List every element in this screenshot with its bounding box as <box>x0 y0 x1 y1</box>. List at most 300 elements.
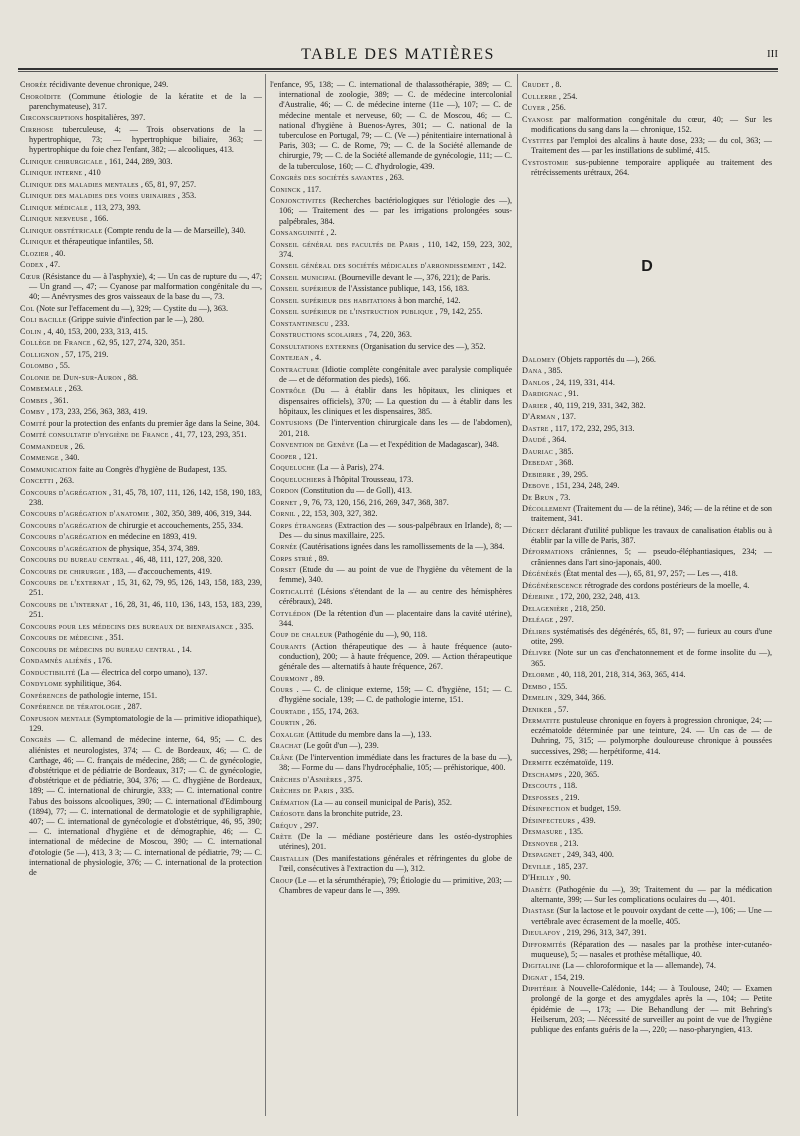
entry-headword: Dermite <box>522 758 553 768</box>
entry-references: , 8. <box>551 80 562 89</box>
index-entry <box>20 249 262 259</box>
entry-headword: Desnoyer <box>522 838 558 848</box>
entry-references: et thérapeutique infantiles, 58. <box>54 237 154 247</box>
index-entry <box>522 136 772 156</box>
index-entry <box>270 753 512 773</box>
entry-references: (Grippe suivie d'infection par le —), 280. <box>68 315 205 325</box>
index-entry <box>20 555 262 565</box>
entry-headword: Clinique médicale <box>20 202 88 212</box>
entry-headword: Dastre <box>522 423 549 433</box>
entry-references: pustuleuse chronique en foyers à progression chronique, 24; — eczématoïde déterminée par une teinture, 24. — Un cas de — de Duhring, 75, 315; — polymorphe douloureuse chronique à poussées successives, 298; — herpétiforme, 414. <box>531 716 772 756</box>
index-entry <box>20 679 262 689</box>
entry-references: à Nouvelle-Calédonie, 144; — à Toulouse, 240; — Examen prolongé de la gorge et des amygdales après la —, 104; — Petite épidémie de —, 173; — Die Behandlung der — mit Behring's Heilserum, 203; — Nécessité de surveiller au point de vue de l'hygiène publique des enfants guéris de la —, 220; — naso-pharyngien, 413. <box>531 984 772 1035</box>
index-entry <box>522 547 772 567</box>
index-entry <box>20 338 262 348</box>
entry-references: pour la protection des enfants du premier âge dans la Seine, 304. <box>48 418 260 428</box>
entry-headword: Coninck <box>270 184 301 194</box>
column-divider <box>517 74 518 1116</box>
entry-headword: Clinique obstétricale <box>20 225 103 235</box>
index-entry <box>20 735 262 878</box>
entry-references: , 249, 343, 400. <box>562 850 614 860</box>
index-entry <box>522 627 772 647</box>
entry-references: , 2. <box>326 228 337 238</box>
entry-headword: Delorme <box>522 670 555 680</box>
entry-references: et budget, 159. <box>572 804 621 814</box>
index-entry <box>20 656 262 666</box>
entry-headword: Commandeur <box>20 441 69 451</box>
index-entry <box>20 260 262 270</box>
entry-references: , 135. <box>564 827 584 837</box>
entry-headword: Deléage <box>522 615 554 625</box>
entry-headword: Cordon <box>270 486 299 496</box>
index-entry <box>522 670 772 680</box>
index-entry <box>270 440 512 450</box>
entry-headword: Clinique nerveuse <box>20 214 88 224</box>
entry-headword: Codex <box>20 260 44 270</box>
index-entry <box>20 702 262 712</box>
entry-references: , 4, 40, 153, 200, 233, 313, 415. <box>43 326 148 336</box>
entry-headword: Cystites <box>522 136 554 146</box>
entry-headword: Cornée <box>270 542 298 552</box>
index-entry <box>270 707 512 717</box>
entry-headword: Clinique des maladies des voies urinaires <box>20 191 176 201</box>
index-entry <box>270 509 512 519</box>
index-entry <box>522 435 772 445</box>
entry-headword: Crachat <box>270 741 302 751</box>
entry-headword: Cœur <box>20 271 41 281</box>
entry-headword: Concours d'agrégation <box>20 543 107 553</box>
index-entry <box>20 645 262 655</box>
entry-headword: Despagnet <box>522 850 561 860</box>
index-entry <box>522 470 772 480</box>
section-letter: D <box>641 258 653 276</box>
index-column-3 <box>522 80 772 1116</box>
index-entry <box>522 526 772 546</box>
entry-headword: Conseil supérieur des habitations <box>270 295 397 305</box>
entry-headword: Confusion mentale <box>20 713 92 723</box>
entry-headword: Demelin <box>522 693 553 703</box>
entry-headword: Colombo <box>20 361 54 371</box>
entry-headword: Dieulafoy <box>522 928 561 938</box>
entry-headword: Décret <box>522 525 549 535</box>
entry-headword: Coqueluche <box>270 463 316 473</box>
entry-references: , 361. <box>49 395 69 405</box>
index-entry <box>20 237 262 247</box>
entry-references: , 22, 153, 303, 327, 382. <box>297 509 378 519</box>
index-entry <box>20 465 262 475</box>
entry-references: (Symptomatologie de la — primitive idiopathique), 129. <box>29 713 262 733</box>
entry-references: , 254. <box>558 91 578 101</box>
entry-references: (Idiotie complète congénitale avec paralysie compliquée de — et de déformation des pieds), 166. <box>279 364 512 384</box>
index-entry <box>270 240 512 260</box>
index-entry <box>270 542 512 552</box>
entry-references: (Pathogénie du —), 39; Traitement du — par la médication alternante, 399; — Sur les complications oculaires du —, 401. <box>531 884 772 904</box>
index-entry <box>270 554 512 564</box>
entry-headword: Clozier <box>20 248 49 258</box>
index-entry <box>270 173 512 183</box>
entry-headword: Congrès <box>20 735 52 745</box>
index-entry <box>522 458 772 468</box>
index-entry <box>522 940 772 960</box>
index-entry <box>20 476 262 486</box>
entry-headword: Communication <box>20 464 78 474</box>
entry-references: , 176. <box>93 656 113 666</box>
entry-references: , 340. <box>60 453 80 463</box>
index-entry <box>270 609 512 629</box>
index-entry <box>270 319 512 329</box>
entry-headword: Deville <box>522 861 552 871</box>
entry-references: , 335. <box>235 621 254 631</box>
entry-references: , 121. <box>298 451 318 461</box>
entry-references: , 90. <box>556 873 571 883</box>
entry-headword: Courmont <box>270 673 309 683</box>
entry-references: (Résistance du — à l'asphyxie), 4; — Un cas de rupture du —, 47; — Un grand —, 47; — Cyanose par malformation congénitale du —, 40; — Anévrysmes des gros vaisseaux de la base du —, 73. <box>29 271 262 302</box>
entry-references: , 335. <box>335 786 355 796</box>
entry-headword: Décollement <box>522 504 572 514</box>
index-entry <box>270 475 512 485</box>
entry-headword: Daudé <box>522 435 547 445</box>
entry-headword: Condylome <box>20 679 63 689</box>
index-entry <box>20 350 262 360</box>
entry-headword: Dardignac <box>522 389 563 399</box>
entry-references: , 256. <box>547 103 566 112</box>
index-entry <box>20 203 262 213</box>
entry-headword: Conjonctivites <box>270 196 326 206</box>
entry-headword: Comité consultatif d'hygiène de France <box>20 430 169 440</box>
entry-references: (Pathogénie du —), 90, 118. <box>334 630 428 640</box>
index-entry <box>20 191 262 201</box>
entry-references: (Etude du — au point de vue de l'hygiène du vêtement de la femme), 340. <box>279 565 512 585</box>
entry-headword: Conductibilité <box>20 667 76 677</box>
index-entry <box>522 682 772 692</box>
entry-references: , 410 <box>84 168 101 178</box>
entry-references: (Des manifestations générales et réfringentes du globe de l'œil, consécutives à l'extraction du —), 312. <box>279 853 512 874</box>
entry-references: (Du — à établir dans les hôpitaux, les cliniques et dispensaires officiels), 370; — La question du — à établir dans les hôpitaux, les cliniques et les dispensaires, 385. <box>279 386 512 416</box>
index-entry <box>522 581 772 591</box>
entry-headword: Coli bacille <box>20 315 67 325</box>
entry-headword: Concours d'agrégation d'anatomie <box>20 509 150 519</box>
entry-references: syphilitique, 364. <box>64 679 122 689</box>
entry-references: , 40, 119, 219, 331, 342, 382. <box>549 400 646 410</box>
index-entry <box>522 693 772 703</box>
entry-headword: Consultations externes <box>270 341 359 351</box>
entry-headword: Conseil supérieur <box>270 284 337 294</box>
entry-headword: Convention de Genève <box>270 440 355 450</box>
entry-headword: Corticalité <box>270 586 314 596</box>
entry-references: , 213. <box>560 838 579 848</box>
index-entry <box>20 488 262 508</box>
entry-headword: Desmasure <box>522 827 563 837</box>
entry-headword: Cirrhose <box>20 124 54 134</box>
index-entry <box>20 691 262 701</box>
entry-headword: Dégénérés <box>522 569 562 579</box>
index-entry <box>20 92 262 112</box>
entry-references: , 65, 81, 97, 257. <box>140 179 197 189</box>
index-entry <box>270 741 512 751</box>
index-entry <box>270 185 512 195</box>
entry-headword: Créosote <box>270 809 305 819</box>
entry-references: dans la bronchite putride, 23. <box>306 809 403 819</box>
index-entry <box>270 821 512 831</box>
entry-references: (De la rétention d'un — placentaire dans la cavité utérine), 344. <box>279 608 512 628</box>
index-entry <box>20 453 262 463</box>
index-entry <box>20 180 262 190</box>
page-title: TABLE DES MATIÈRES <box>301 46 495 63</box>
entry-headword: Diastase <box>522 906 555 916</box>
entry-headword: Concours de chirurgie <box>20 566 106 576</box>
entry-headword: Désinfecteurs <box>522 815 576 825</box>
index-entry <box>20 396 262 406</box>
entry-headword: Croup <box>270 875 293 885</box>
index-entry <box>270 463 512 473</box>
index-entry <box>522 389 772 399</box>
index-entry <box>270 80 512 172</box>
index-column-1 <box>20 80 262 1116</box>
entry-references: , 57, 175, 219. <box>61 349 109 359</box>
entry-references: , 74, 220, 363. <box>364 330 412 340</box>
entry-references: , 185, 237. <box>553 861 588 871</box>
index-entry <box>270 330 512 340</box>
entry-references: , 220, 365. <box>564 769 600 779</box>
index-entry <box>20 373 262 383</box>
index-entry <box>522 928 772 938</box>
entry-headword: Crémation <box>270 797 310 807</box>
entry-references: (La — au conseil municipal de Paris), 352. <box>311 797 452 807</box>
entry-headword: Cyanose <box>522 114 554 124</box>
index-entry <box>522 447 772 457</box>
index-entry <box>20 226 262 236</box>
entry-headword: D'Heilly <box>522 873 555 883</box>
entry-references: (Sur la lactose et le pouvoir oxydant de cette —), 106; — Une — vertébrale avec écrasement de la moelle, 405. <box>531 906 772 926</box>
index-entry <box>522 804 772 814</box>
entry-headword: Concours de médecins du bureau central <box>20 644 176 654</box>
entry-headword: Diphtérie <box>522 984 558 994</box>
index-entry <box>522 781 772 791</box>
entry-references: , 79, 142, 255. <box>435 307 483 317</box>
index-entry <box>522 862 772 872</box>
index-entry <box>20 633 262 643</box>
entry-headword: Dignat <box>522 972 548 982</box>
index-entry <box>522 401 772 411</box>
entry-references: , 439. <box>577 815 596 825</box>
entry-headword: Délires <box>522 626 551 636</box>
entry-headword: Conférence de tératologie <box>20 702 122 712</box>
entry-references: , 154, 219. <box>549 972 585 982</box>
index-entry <box>20 668 262 678</box>
entry-headword: Consanguinité <box>270 228 325 238</box>
entry-references: , 233. <box>330 318 350 328</box>
entry-headword: Cornil <box>270 509 296 519</box>
index-entry <box>270 854 512 874</box>
entry-references: , 368. <box>555 458 574 468</box>
entry-references: , 351. <box>105 633 124 643</box>
entry-headword: Crète <box>270 832 292 842</box>
index-entry <box>20 384 262 394</box>
entry-headword: Cornet <box>270 497 298 507</box>
entry-references: (État mental des —), 65, 81, 97, 257; — Les —, 418. <box>563 569 738 579</box>
entry-references: . — C. de clinique externe, 159; — C. d'hygiène, 151; — C. d'hygiène sociale, 139; — C. de pathologie interne, 151. <box>279 685 512 705</box>
entry-references: (Le goût d'un —), 239. <box>303 741 379 751</box>
entry-references: , 155. <box>548 681 568 691</box>
index-entry <box>20 430 262 440</box>
entry-headword: Contusions <box>270 418 313 428</box>
index-entry <box>522 115 772 135</box>
entry-references: (Traitement du — de la rétine), 346; — de la rétine et de son traitement, 341. <box>531 504 772 524</box>
index-entry <box>270 786 512 796</box>
entry-headword: Coxalgie <box>270 729 305 739</box>
index-entry <box>522 961 772 971</box>
entry-references: , 364. <box>548 435 567 445</box>
entry-headword: Collège de France <box>20 338 91 348</box>
index-entry <box>270 521 512 541</box>
index-entry <box>522 705 772 715</box>
entry-headword: Concours pour les médecins des bureaux de bienfaisance <box>20 621 234 631</box>
index-entry <box>20 622 262 632</box>
index-entry <box>270 775 512 785</box>
entry-headword: Clinique interne <box>20 168 83 178</box>
entry-references: , 263. <box>64 384 83 394</box>
entry-headword: Conférences <box>20 690 68 700</box>
index-entry <box>522 770 772 780</box>
entry-references: , 4. <box>310 353 322 363</box>
index-entry <box>270 498 512 508</box>
entry-headword: Délivre <box>522 648 552 658</box>
entry-references: (Cautérisations ignées dans les ramollissements de la —), 384. <box>299 542 505 552</box>
index-entry <box>270 798 512 808</box>
index-entry <box>270 365 512 385</box>
index-entry <box>522 648 772 668</box>
entry-references: systématisés des dégénérés, 65, 81, 97; — furieux au cours d'une otite, 299. <box>531 626 772 646</box>
entry-headword: Courants <box>270 641 307 651</box>
index-entry <box>270 674 512 684</box>
entry-references: (Réparation des — nasales par la prothèse inter-cutanéo-muqueuse), 5; — nasales et prothèse métallique, 40. <box>531 939 772 959</box>
entry-references: (Note sur un cas d'enchatonnement et de forme insolite du —), 365. <box>531 648 772 668</box>
entry-headword: Colonie de Dun-sur-Auron <box>20 372 122 382</box>
entry-references: (Commune étiologie de la kératite et de la — parenchymateuse), 317. <box>29 91 262 111</box>
entry-references: , 263. <box>385 173 404 183</box>
entry-headword: Corset <box>270 565 297 575</box>
entry-headword: Cooper <box>270 451 297 461</box>
entry-references: (Constitution du — de Goll), 413. <box>300 486 412 496</box>
index-entry <box>522 366 772 376</box>
entry-references: , 91. <box>564 389 579 399</box>
index-entry <box>270 630 512 640</box>
entry-references: , 166. <box>89 214 109 224</box>
entry-headword: Deschamps <box>522 769 563 779</box>
entry-headword: Dembo <box>522 681 547 691</box>
entry-references: (Objets rapportés du —), 266. <box>557 354 656 364</box>
entry-references: , 375. <box>344 774 363 784</box>
entry-references: , 14. <box>177 644 192 654</box>
index-entry <box>522 378 772 388</box>
entry-headword: Cuyer <box>522 103 546 112</box>
index-entry <box>270 587 512 607</box>
entry-references: (La — chloroformique et la — allemande), 74. <box>562 961 716 971</box>
index-entry <box>270 730 512 740</box>
entry-references: (La — et l'expédition de Madagascar), 348. <box>356 440 499 450</box>
entry-headword: Constantinescu <box>270 318 329 328</box>
entry-headword: Chorée <box>20 80 48 89</box>
index-entry <box>20 532 262 542</box>
entry-headword: Conseil général des facultés de Paris <box>270 239 420 249</box>
entry-headword: Désinfection <box>522 804 571 814</box>
entry-references: , 142. <box>487 261 507 271</box>
entry-headword: Conseil municipal <box>270 272 337 282</box>
entry-references: , 31, 45, 78, 107, 111, 126, 142, 158, 190, 183, 238. <box>29 487 262 507</box>
entry-headword: Difformités <box>522 939 567 949</box>
page-number: III <box>767 48 778 60</box>
index-column-2 <box>270 80 512 1116</box>
index-entry <box>270 353 512 363</box>
index-entry <box>522 424 772 434</box>
entry-headword: Cullerre <box>522 91 557 101</box>
index-entry <box>522 906 772 926</box>
entry-references: , 110, 142, 159, 223, 302, 374. <box>279 239 512 259</box>
index-entry <box>20 714 262 734</box>
index-entry <box>270 228 512 238</box>
index-entry <box>522 873 772 883</box>
entry-headword: Cours <box>270 685 293 695</box>
entry-headword: Concours de l'externat <box>20 578 110 588</box>
entry-references: (Attitude du membre dans la —), 133. <box>306 729 432 739</box>
entry-references: faite au Congrès d'hygiène de Budapest, 135. <box>79 464 227 474</box>
entry-headword: Concours de médecine <box>20 633 104 643</box>
entry-headword: Cristallin <box>270 853 309 863</box>
entry-headword: Corps étrangers <box>270 520 333 530</box>
entry-headword: Déjerine <box>522 592 554 602</box>
entry-headword: Crudet <box>522 80 550 89</box>
entry-references: , 219. <box>561 792 580 802</box>
entry-references: , 161, 244, 289, 303. <box>104 156 173 166</box>
entry-headword: Dégénérescence <box>522 580 583 590</box>
index-entry <box>270 642 512 673</box>
entry-references: par malformation congénitale du cœur, 40; — Sur les modifications du sang dans la — chronique, 152. <box>531 114 772 134</box>
entry-references: , 155, 174, 263. <box>307 706 359 716</box>
entry-headword: Delagenière <box>522 603 569 613</box>
index-entry <box>270 418 512 438</box>
entry-references: , 385. <box>555 446 574 456</box>
index-entry <box>20 567 262 577</box>
entry-references: , 329, 344, 366. <box>554 693 606 703</box>
index-entry <box>20 125 262 156</box>
index-entry <box>20 419 262 429</box>
entry-headword: Debove <box>522 481 550 491</box>
entry-references: — C. allemand de médecine interne, 64, 95; — C. des aliénistes et neurologistes, 374; — C. de Bordeaux, 46; — C. de Carthage, 46; — C. français de médecine, 288; — C. de gynécologie, d'obstétrique et de pédiatrie de Bordeaux, 317; — C. de gynécologie, d'obstétrique et de pédiatrie, 304, 376; — C. d'hygiène de Bordeaux, 189; — C. international de chirurgie, 333; — C. international contre l'abus des boissons alcooliques, 390; — C. international d'Edimbourg (1894), 77; — C. international de dermatologie et de syphiligraphie, 407; — C. international de gynécologie et d'obstétrique, 46, 95, 390; — C. international d'hygiène et de démographie, 46; — C. international de médecine de Moscou, 390; — C. international d'otologie (5e —), 413, 3 3; — C. international de pédiatrie, 79; — C. international de physiologie, 376; — C. international de la protection de <box>29 735 262 877</box>
entry-references: (La — à Paris), 274. <box>317 463 385 473</box>
index-entry <box>522 850 772 860</box>
entry-references: , 137. <box>557 412 576 422</box>
index-entry <box>270 196 512 227</box>
entry-references: (Bourneville devant le —, 376, 221); de Paris. <box>338 272 491 282</box>
entry-headword: Congrès des sociétés savantes <box>270 173 384 183</box>
index-entry <box>20 327 262 337</box>
entry-headword: Choroïdite <box>20 91 62 101</box>
index-entry <box>522 103 772 113</box>
entry-references: , 297. <box>299 820 319 830</box>
entry-references: , 173, 233, 256, 363, 383, 419. <box>47 407 148 417</box>
entry-references: en médecine en 1893, 419. <box>109 532 197 542</box>
entry-references: , 62, 95, 127, 274, 320, 351. <box>92 338 186 348</box>
entry-headword: Dauriac <box>522 446 554 456</box>
index-entry <box>20 214 262 224</box>
entry-references: , 55. <box>55 361 70 371</box>
entry-references: , 172, 200, 232, 248, 413. <box>556 592 640 602</box>
entry-headword: Cystostomie <box>522 157 569 167</box>
entry-references: de physique, 354, 374, 389. <box>109 543 200 553</box>
index-entry <box>522 80 772 90</box>
index-entry <box>20 157 262 167</box>
entry-references: , 385. <box>544 366 563 376</box>
